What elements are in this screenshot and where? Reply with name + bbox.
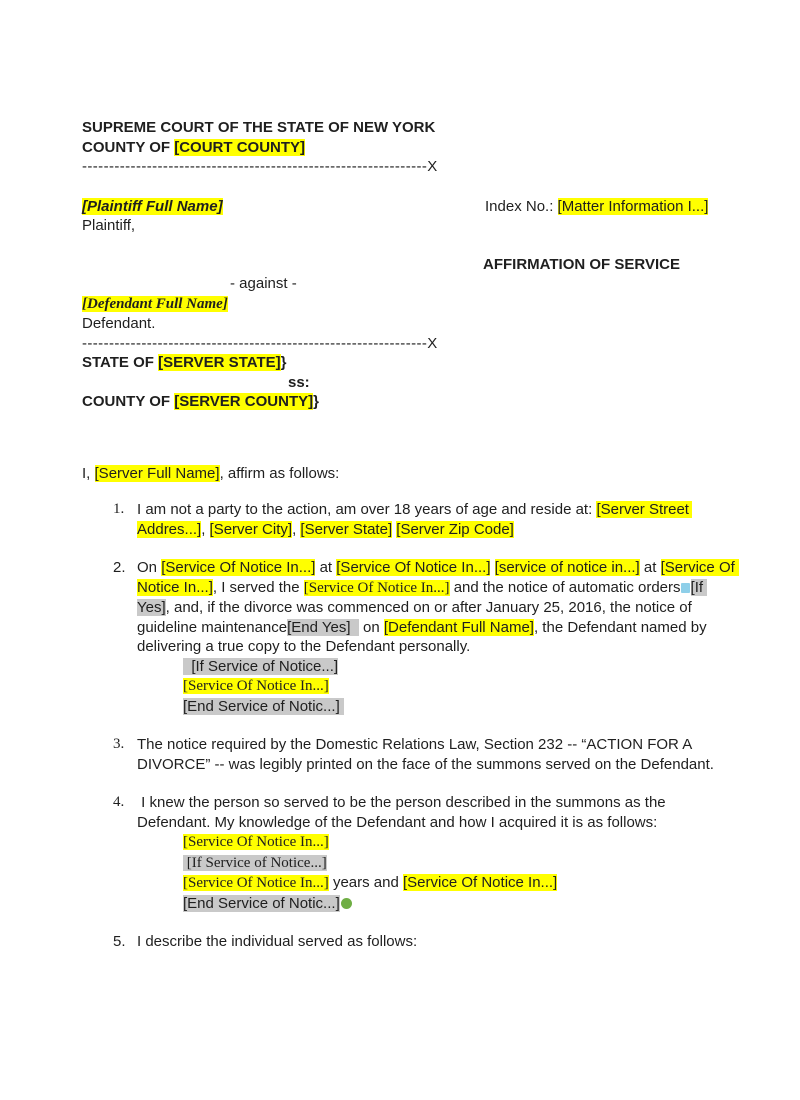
placeholder-field[interactable]: [Service Of Notice In...]: [403, 874, 558, 891]
text-run: COUNTY OF: [82, 393, 175, 410]
text-run: at: [639, 559, 661, 576]
item-number: 1.: [113, 501, 125, 517]
affirmation-items-list: [82, 500, 738, 952]
placeholder-field[interactable]: [Defendant Full Name]: [383, 618, 534, 636]
venue-state-line: [82, 353, 738, 373]
placeholder-field[interactable]: [Service Of Notice In...]: [161, 559, 316, 576]
text-run: at: [315, 559, 337, 576]
text-run: Defendant.: [82, 315, 156, 332]
placeholder-field[interactable]: [Matter Information I...]: [557, 197, 709, 215]
placeholder-field[interactable]: [Service Of Notice In...]: [183, 678, 329, 694]
affirmation-item-4: [82, 793, 738, 913]
text-run: On: [137, 559, 162, 576]
item-paragraph: [137, 500, 737, 539]
parties-block: [82, 197, 738, 236]
text-run: }: [280, 354, 287, 371]
text-run: }: [313, 393, 319, 410]
affirmation-of-service-title: AFFIRMATION OF SERVICE: [483, 255, 680, 273]
text-run: , affirm as follows:: [219, 464, 340, 482]
item-paragraph: [137, 558, 737, 657]
item-paragraph: [137, 793, 737, 832]
affirmation-item-2: [82, 558, 738, 716]
conditional-placeholder-line: [183, 676, 737, 697]
placeholder-field[interactable]: [SERVER COUNTY]: [174, 393, 314, 410]
placeholder-field[interactable]: [Plaintiff Full Name]: [82, 197, 223, 215]
placeholder-field[interactable]: [COURT COUNTY]: [174, 138, 306, 156]
placeholder-field[interactable]: [If Yes]: [137, 578, 707, 616]
placeholder-field[interactable]: [Server Full Name]: [94, 464, 220, 482]
conditional-placeholder-line: [183, 894, 737, 914]
text-run: SUPREME COURT OF THE STATE OF NEW YORK: [82, 119, 436, 136]
text-run: ,: [292, 520, 301, 538]
defendant-name: [82, 294, 738, 315]
conditional-placeholder-line: [183, 873, 737, 894]
venue-county-line: [82, 392, 738, 412]
court-name-line: [82, 118, 738, 138]
plaintiff-label: [82, 216, 738, 236]
text-run: years and: [328, 874, 403, 891]
placeholder-field[interactable]: [service of notice in...]: [494, 559, 640, 576]
caption-divider-bottom: ----------------------------------------------------------------X: [82, 334, 438, 352]
item-text: [137, 793, 737, 913]
text-run: The notice required by the Domestic Relations Law, Section 232 -- “ACTION FOR A DIVORCE” -- was legibly printed on the face of the summons served on the Defendant.: [137, 736, 714, 773]
item-text: [137, 558, 737, 716]
text-run: I describe the individual served as follows:: [137, 933, 418, 950]
placeholder-field[interactable]: [Service Of Notice In...]: [183, 875, 329, 891]
affirmation-item-3: [82, 735, 738, 774]
document-content: [82, 118, 738, 952]
against-line: [230, 274, 738, 294]
item-paragraph: [137, 932, 737, 952]
placeholder-field[interactable]: [Server City]: [209, 520, 293, 538]
index-number-line: [485, 197, 708, 217]
placeholder-field[interactable]: [If Service of Notice...]: [183, 657, 339, 675]
text-run: I am not a party to the action, am over 18 years of age and reside at:: [137, 501, 597, 518]
green-dot-comment-icon: [341, 898, 352, 909]
conditional-placeholder-line: [183, 832, 737, 853]
conditional-placeholder-line: [183, 657, 737, 677]
item-number: 2.: [113, 559, 126, 576]
text-run: I,: [82, 464, 95, 482]
placeholder-field[interactable]: [Service Of Notice In...]: [183, 834, 329, 850]
placeholder-field[interactable]: [Server Street Addres...]: [137, 501, 693, 538]
placeholder-field[interactable]: [Server State]: [300, 520, 393, 538]
text-run: Index No.:: [485, 197, 558, 215]
placeholder-field[interactable]: [Service Of Notice In...]: [137, 559, 739, 596]
text-run: - against -: [230, 275, 297, 292]
text-run: I knew the person so served to be the person described in the summons as the Defendant. My knowledge of the Defendant and how I acquired it is as follows:: [137, 794, 670, 831]
item-text: [137, 500, 737, 539]
placeholder-field[interactable]: [End Service of Notic...]: [183, 697, 344, 715]
item-number: 5.: [113, 933, 126, 950]
placeholder-field[interactable]: [Service Of Notice In...]: [336, 559, 491, 576]
placeholder-field[interactable]: [Server Zip Code]: [396, 520, 514, 538]
caption-divider-top: ----------------------------------------------------------------X: [82, 158, 438, 175]
item-number: 3.: [113, 736, 125, 752]
text-run: , and, if the divorce was commenced on or after January 25, 2016, the notice of guideline maintenance: [137, 599, 696, 636]
placeholder-field[interactable]: [Defendant Full Name]: [82, 295, 228, 312]
text-run: STATE OF: [82, 354, 159, 371]
placeholder-field[interactable]: [Service Of Notice In...]: [303, 579, 450, 596]
defendant-label: [82, 314, 738, 334]
text-run: COUNTY OF: [82, 138, 175, 156]
affirmation-item-5: [82, 932, 738, 952]
item-text: [137, 932, 737, 952]
venue-ss-line: ss:: [288, 373, 310, 391]
court-county-line: [82, 138, 738, 158]
affirmation-item-1: [82, 500, 738, 539]
text-run: , I served the: [212, 578, 304, 596]
item-text: [137, 735, 737, 774]
placeholder-field[interactable]: [End Yes]: [287, 618, 359, 636]
text-run: ,: [201, 520, 210, 538]
text-run: and the notice of automatic orders: [449, 578, 681, 596]
text-run: on: [358, 618, 384, 636]
affirmation-intro-line: [82, 464, 738, 484]
item-paragraph: [137, 735, 737, 774]
placeholder-field[interactable]: [End Service of Notic...]: [183, 894, 340, 912]
conditional-placeholder-line: [183, 853, 737, 874]
item-number: 4.: [113, 794, 125, 810]
text-run: , the Defendant named by delivering a true copy to the Defendant personally.: [137, 618, 711, 655]
placeholder-field[interactable]: [SERVER STATE]: [158, 354, 281, 371]
conditional-placeholder-line: [183, 697, 737, 717]
text-run: Plaintiff,: [82, 217, 136, 234]
placeholder-field[interactable]: [If Service of Notice...]: [183, 854, 327, 871]
blue-square-marker-icon: [681, 583, 690, 593]
